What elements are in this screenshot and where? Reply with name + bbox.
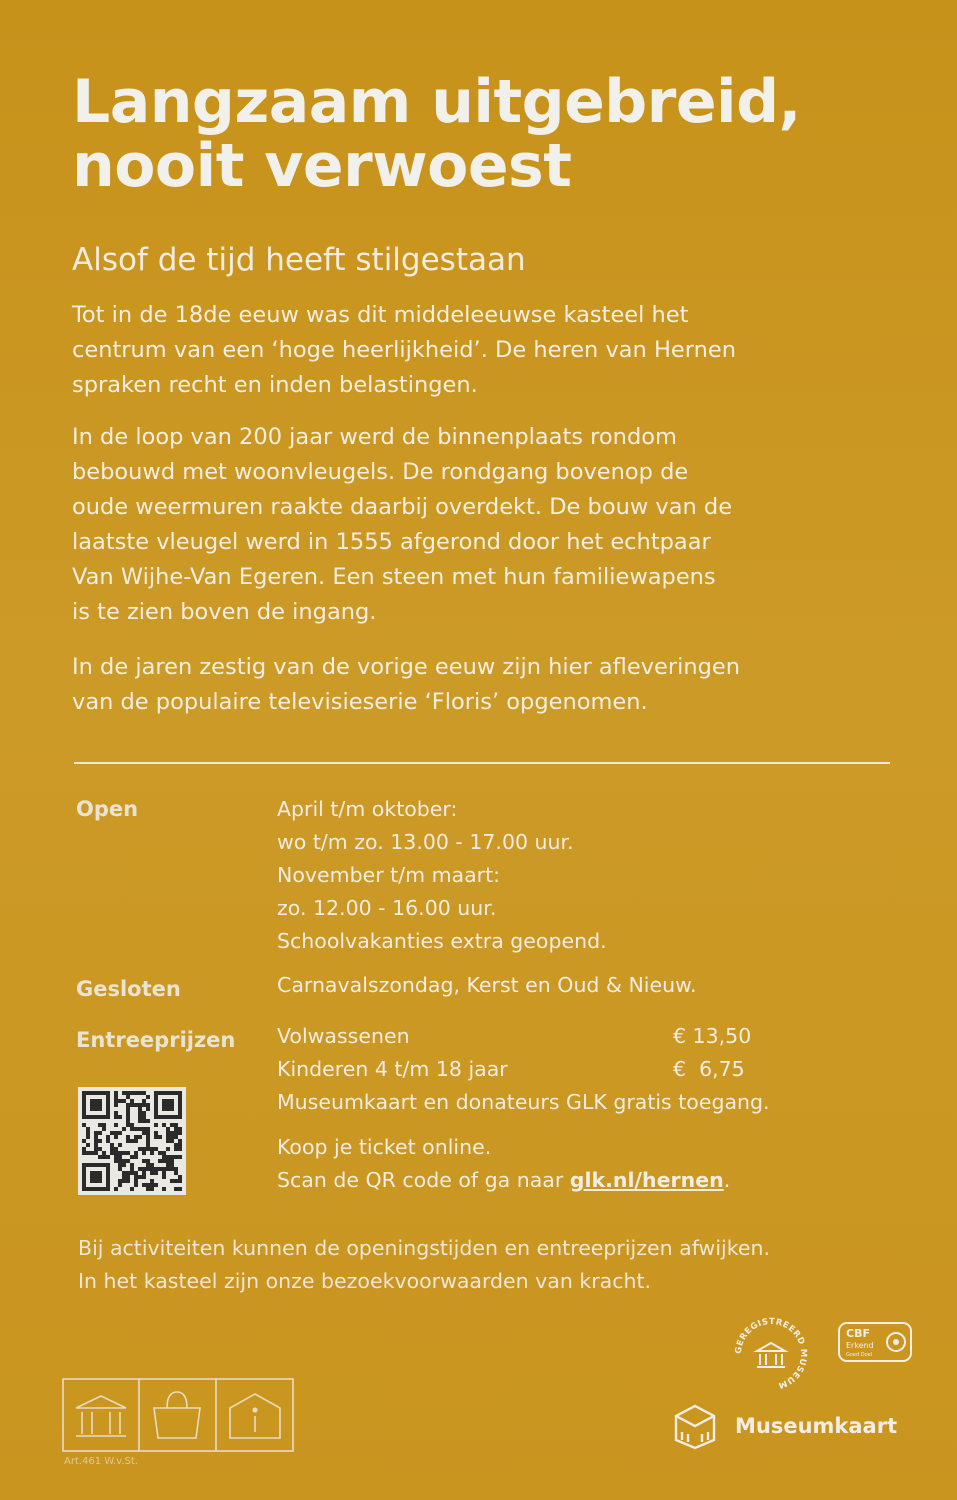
children-price: € 6,75 bbox=[673, 1057, 745, 1081]
text-line: In de loop van 200 jaar werd de binnenplaats rondom bbox=[72, 424, 677, 450]
shopping-bag-icon bbox=[139, 1378, 216, 1452]
museumkaart-logo-icon bbox=[672, 1402, 718, 1450]
price-row-adults bbox=[277, 1020, 877, 1053]
qr-code-icon bbox=[78, 1087, 186, 1195]
text-line: van de populaire televisieserie ‘Floris’ opgenomen. bbox=[72, 689, 648, 715]
open-label: Open bbox=[76, 797, 139, 821]
title-line-2: nooit verwoest bbox=[72, 131, 572, 201]
closed-text: Carnavalszondag, Kerst en Oud & Nieuw. bbox=[277, 973, 697, 997]
children-label: Kinderen 4 t/m 18 jaar bbox=[277, 1057, 508, 1081]
qr-code[interactable] bbox=[78, 1087, 186, 1195]
sign-title bbox=[72, 67, 912, 201]
adults-price: € 13,50 bbox=[673, 1024, 752, 1048]
scan-line bbox=[277, 1164, 877, 1197]
text-line: oude weermuren raakte daarbij overdekt. De bouw van de bbox=[72, 494, 733, 520]
text-line: In de jaren zestig van de vorige eeuw zijn hier afleveringen bbox=[72, 654, 741, 680]
footer-line: In het kasteel zijn onze bezoekvoorwaarden van kracht. bbox=[78, 1269, 652, 1293]
cbf-badge-icon bbox=[838, 1322, 912, 1362]
text-line: bebouwd met woonvleugels. De rondgang bovenop de bbox=[72, 459, 689, 485]
footer-line: Bij activiteiten kunnen de openingstijden en entreeprijzen afwijken. bbox=[78, 1236, 770, 1260]
adults-label: Volwassenen bbox=[277, 1024, 410, 1048]
cbf-goed-doel-text: Goed Doel bbox=[846, 1352, 873, 1358]
info-icon bbox=[216, 1378, 294, 1452]
museumkaart-label: Museumkaart bbox=[735, 1414, 898, 1438]
text-line: Tot in de 18de eeuw was dit middeleeuwse kasteel het bbox=[72, 302, 689, 328]
scan-text: Scan de QR code of ga naar bbox=[277, 1168, 570, 1192]
seal-text: GEREGISTREERD MUSEUM bbox=[733, 1316, 809, 1391]
registered-museum-seal-icon bbox=[730, 1313, 812, 1395]
svg-text:GEREGISTREERD MUSEUM bbox=[734, 1317, 808, 1390]
hours-line: wo t/m zo. 13.00 - 17.00 uur. bbox=[277, 830, 574, 854]
text-line: centrum van een ‘hoge heerlijkheid’. De heren van Hernen bbox=[72, 337, 736, 363]
cbf-text: CBF bbox=[846, 1327, 870, 1340]
text-line: Van Wijhe-Van Egeren. Een steen met hun familiewapens bbox=[72, 564, 716, 590]
website-link[interactable]: glk.nl/hernen bbox=[569, 1168, 724, 1192]
price-row-children bbox=[277, 1053, 877, 1086]
hours-line: Schoolvakanties extra geopend. bbox=[277, 929, 607, 953]
free-entry-text: Museumkaart en donateurs GLK gratis toegang. bbox=[277, 1090, 770, 1114]
museum-icon bbox=[62, 1378, 139, 1452]
link-suffix: . bbox=[723, 1168, 731, 1192]
closed-days bbox=[277, 969, 697, 1002]
hours-line: November t/m maart: bbox=[277, 863, 501, 887]
paragraph-history bbox=[72, 298, 892, 403]
text-line: is te zien boven de ingang. bbox=[72, 599, 377, 625]
text-line: laatste vleugel werd in 1555 afgerond door het echtpaar bbox=[72, 529, 711, 555]
text-line: spraken recht en inden belastingen. bbox=[72, 372, 478, 398]
footer-note bbox=[78, 1232, 770, 1298]
closed-label: Gesloten bbox=[76, 977, 181, 1001]
prices-block bbox=[277, 1020, 877, 1197]
paragraph-floris bbox=[72, 650, 892, 720]
divider bbox=[74, 762, 890, 764]
article-number: Art.461 W.v.St. bbox=[64, 1456, 139, 1467]
buy-online-text: Koop je ticket online. bbox=[277, 1135, 492, 1159]
hours-line: zo. 12.00 - 16.00 uur. bbox=[277, 896, 497, 920]
sign-subtitle: Alsof de tijd heeft stilgestaan bbox=[72, 242, 526, 278]
hours-line: April t/m oktober: bbox=[277, 797, 458, 821]
prices-label: Entreeprijzen bbox=[76, 1028, 236, 1052]
paragraph-construction bbox=[72, 420, 892, 630]
cbf-erkend-text: Erkend bbox=[846, 1341, 874, 1350]
opening-hours bbox=[277, 793, 607, 958]
title-line-1: Langzaam uitgebreid, bbox=[72, 67, 801, 137]
